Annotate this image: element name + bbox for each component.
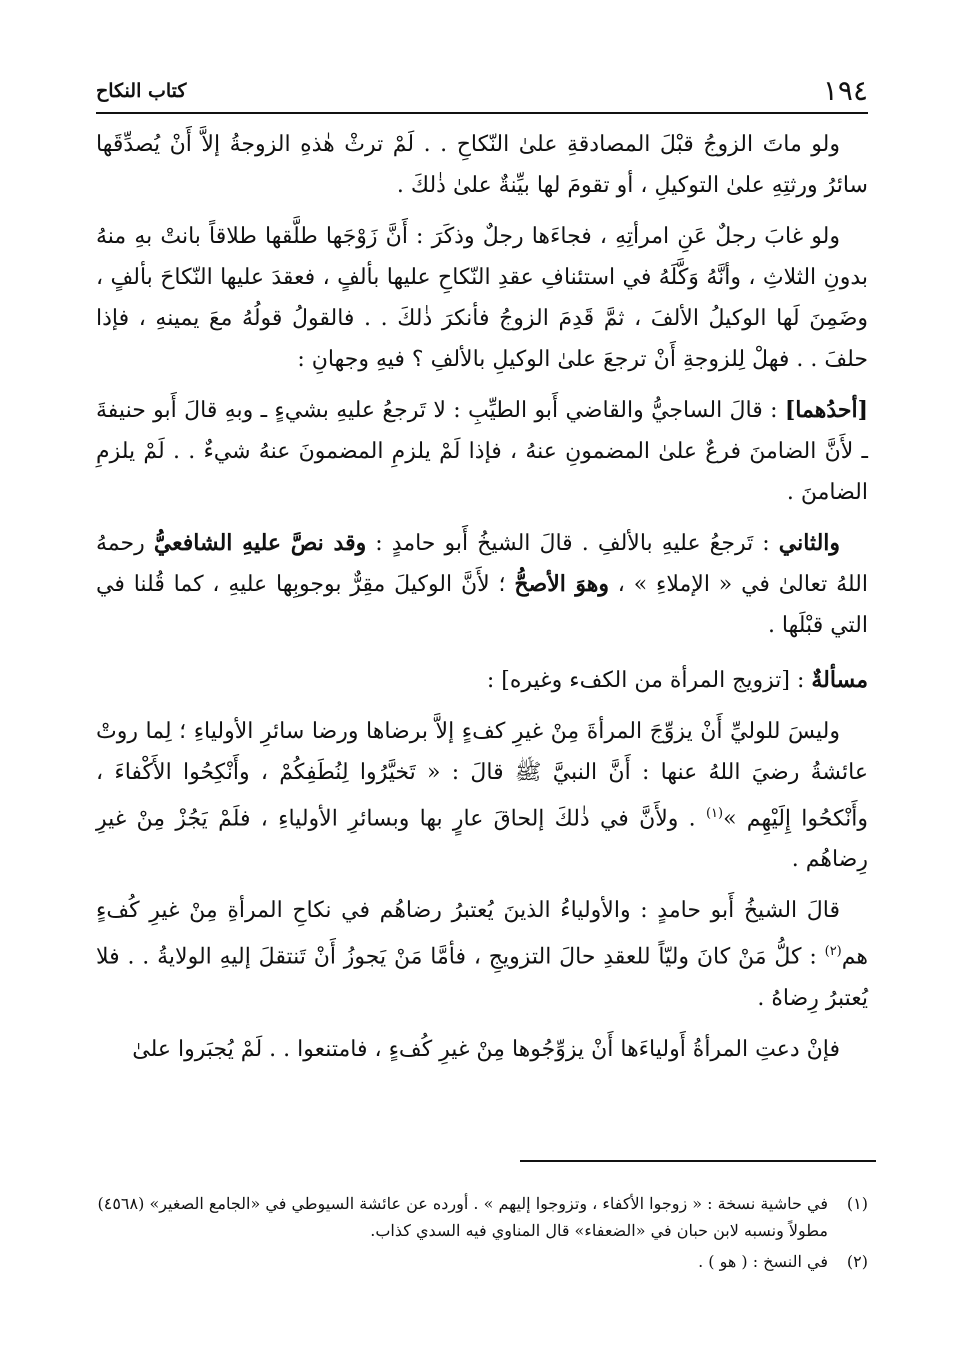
guardian-text-2: . ولأَنَّ في ذٰلكَ إلحاقَ عارٍ بها وبسائرِ الأولياءِ ، فلَمْ يَجُزْ مِنْ غيرِ رِضاهُم . [96, 806, 868, 873]
abu-hamid-text-1: قالَ الشيخُ أَبو حامدٍ : والأولياءُ الذينَ يُعتبرُ رضاهُم في نكاحِ المرأةِ مِنْ غيرِ كُفءٍ هم [96, 898, 868, 970]
first-opinion-text: : قالَ الساجيُّ والقاضي أَبو الطيِّبِ : لا تَرجعُ عليهِ بشيءٍ ـ وبهِ قالَ أَبو حنيفةَ ـ لأَنَّ الضامنَ فرعٌ علىٰ المضمونِ عنهُ ، فإذا لَمْ يلزمِ المضمونَ عنهُ شيءٌ . . لَمْ يلزمِ الضامنَ . [96, 398, 868, 505]
footnote-divider [520, 1160, 876, 1162]
second-opinion-label: والثاني [778, 530, 841, 556]
page-header [96, 70, 868, 110]
masala-label: مسألةٌ [811, 667, 868, 693]
footnote-1 [96, 1190, 868, 1244]
paragraph-second-opinion [96, 523, 868, 646]
footnote-number: (١) [846, 1194, 868, 1213]
paragraph-guardian [96, 711, 868, 880]
masala-heading [96, 660, 868, 701]
footnote-text: في حاشية نسخة : « زوجوا الأكفاء ، وتزوجوا إليهم » . أورده عن عائشة السيوطي في «الجامع الصغير» (٤٥٦٨) مطولاً ونسبه لابن حبان في «الضعفاء» قال المناوي فيه السدي كذاب. [97, 1194, 828, 1240]
footnote-ref-1: (١) [705, 806, 724, 821]
page-number: ١٩٤ [822, 74, 868, 107]
footnote-2 [96, 1248, 868, 1275]
main-text [96, 124, 868, 1080]
running-title: كتاب النكاح [96, 80, 187, 102]
footnote-number: (٢) [846, 1252, 868, 1271]
second-opinion-text-2: رحمهُ اللهُ تعالىٰ في « الإملاءِ » ، [96, 531, 868, 597]
footnote-ref-2: (٢) [824, 944, 842, 960]
paragraph-first-opinion [96, 390, 868, 513]
header-divider [96, 112, 868, 114]
paragraph-abu-hamid [96, 890, 868, 1018]
footnotes [96, 1190, 868, 1279]
guardian-text-1: وليسَ للوليِّ أَنْ يزوِّجَ المرأةَ مِنْ غيرِ كفءٍ إلاَّ برضاها ورضا سائرِ الأولياءِ ؛ لِما روتْ عائشةُ رضيَ اللهُ عنها : أَنَّ النبيَّ ﷺ قالَ : « تَخيَّرُوا لِنُطَفِكُمْ ، وأَنْكِحُوا الأَكْفاءَ ، وأَنْكحُوا إِلَيْهِم » [96, 719, 868, 832]
abu-hamid-text-2: : كلُّ مَنْ كانَ وليّاً للعقدِ حالَ التزويجِ ، فأمَّا مَنْ يَجوزُ أَنْ تَنتقلَ إليهِ الولايةُ . . فلا يُعتبرُ رِضاهُ . [96, 944, 868, 1011]
paragraph-1: ولو ماتَ الزوجُ قبْلَ المصادقةِ علىٰ النّكاحِ . . لَمْ ترثْ هٰذهِ الزوجةُ إلاَّ أَنْ يُصدِّقَها سائرُ ورثتِهِ علىٰ التوكيلِ ، أو تقومَ لها بيِّنةٌ علىٰ ذٰلكَ . [96, 132, 868, 198]
first-opinion-label: [أحدُهما] [784, 397, 868, 423]
second-opinion-bold-1: وقد نصَّ عليهِ الشافعيُّ [153, 530, 367, 556]
paragraph-2: ولو غابَ رجلٌ عَنِ امرأتِهِ ، فجاءَها رجلٌ وذكَرَ : أَنَّ زَوْجَها طلَّقها طلاقاً بانتْ بهِ منهُ بدونِ الثلاثِ ، وأنَّهُ وَكَّلَهُ في استئنافِ عقدِ النّكاحِ عليها بألفٍ ، فعقدَ عليها النّكاحَ بألفٍ ، وضَمِنَ لَها الوكيلُ الألفَ ، ثمَّ قَدِمَ الزوجُ فأنكرَ ذٰلكَ . . فالقولُ قولُهُ معَ يمينهِ ، فإذا حلفَ . . فهلْ لِلزوجةِ أَنْ ترجعَ علىٰ الوكيلِ بالألفِ ؟ فيهِ وجهانِ : [96, 224, 868, 372]
second-opinion-text-3: ؛ لأَنَّ الوكيلَ مقِرٌّ بوجوبِها عليهِ ، كما قُلنا في التي قبْلَها . [96, 572, 868, 638]
second-opinion-bold-2: وهوَ الأصحُّ [514, 571, 609, 597]
footnote-text: في النسخ : ( هو ) . [698, 1252, 828, 1271]
masala-title: : [تزويج المرأة من الكفء وغيره] : [486, 668, 812, 693]
paragraph-last: فإنْ دعتِ المرأةُ أَولياءَها أَنْ يزوِّجُوها مِنْ غيرِ كُفءٍ ، فامتنعوا . . لَمْ يُجبَروا علىٰ [132, 1036, 840, 1062]
second-opinion-text-1: : تَرجعُ عليهِ بالألفِ . قالَ الشيخُ أَبو حامدٍ : [366, 531, 779, 556]
